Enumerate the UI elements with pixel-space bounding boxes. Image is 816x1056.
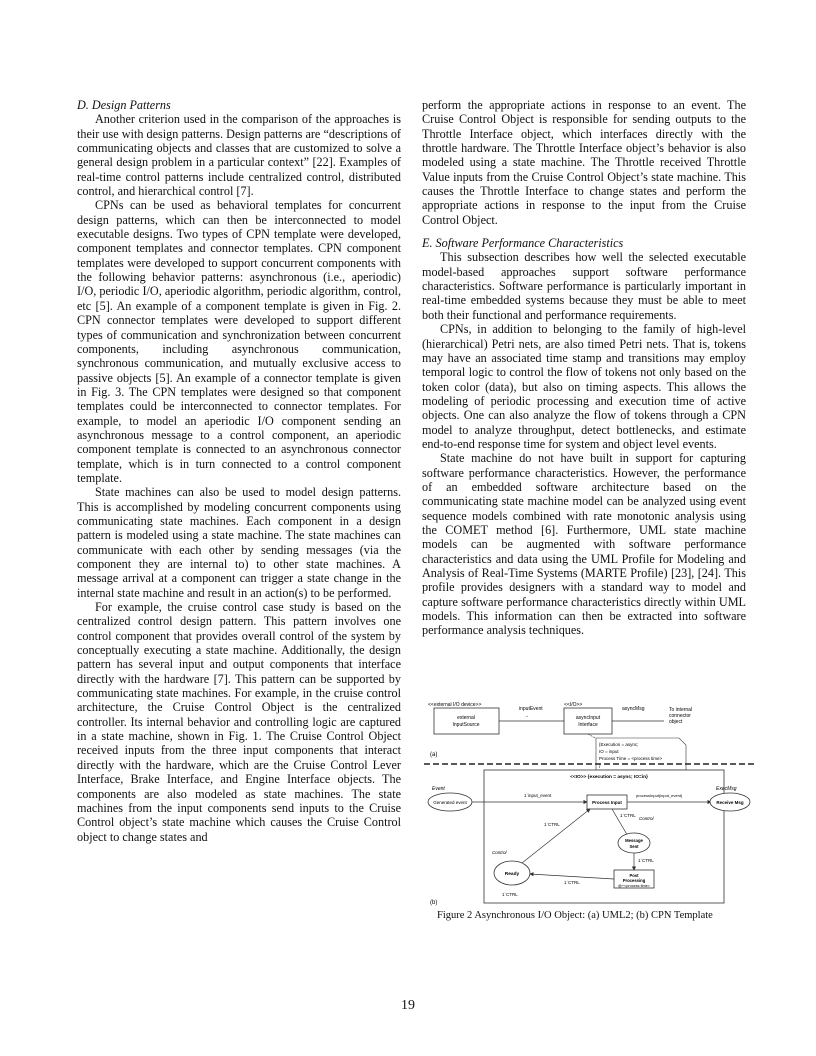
event-place-label: Event (432, 786, 445, 792)
part-a-label: (a) (430, 752, 438, 758)
async-input-interface-box (564, 708, 612, 734)
paragraph: State machine do not have built in support for capturing software performance characteristics. However, the performance of an embedded software architecture based on the communicating state machine model can be analyzed using event sequence models combined with rate monotonic analysis using the COMET method [6]. Furthermore, UML state machine models can be augmented with software performance characteristics and data using the UML Profile for Modeling and Analysis of Real-Time Systems (MARTE Profile) [23], [24]. This profile provides designers with a standard way to model and capture software performance characteristics directly within UML models. This information can then be extracted into software performance analysis techniques. (422, 451, 746, 638)
input-event-arrow: → (524, 713, 529, 719)
paragraph-continuation: perform the appropriate actions in response to an event. The Cruise Control Object is responsible for sending outputs to the Throttle Interface object, which interfaces directly with the throttle hardware. The Throttle Interface object’s behavior is also modeled using a state machine. The Throttle received Throttle Value inputs from the Cruise Control Object’s state machine. This causes the Throttle Interface to change states and perform the appropriate actions in response to the input from the Cruise Control Object. (422, 98, 746, 227)
cpn-header: <<IO>> {execution = async; IO=in} (570, 775, 648, 780)
io-stereotype: <<I/O>> (564, 702, 583, 708)
section-heading-design-patterns: D. Design Patterns (77, 98, 171, 112)
paragraph: For example, the cruise control case study is based on the centralized control design pattern. This pattern involves one control component that provides overall control of the system by conceptually executing a state machine. Additionally, the design pattern has several input and output components that interface directly with the hardware [7]. This pattern can be supported by communicating state machines. For example, in the cruise control architecture, the Cruise Control Object is the centralized controller. Its internal behavior and controlling logic are captured in a state machine, shown in Fig. 1. The Cruise Control Object received inputs from the three input components that interact directly with the hardware, which are the Cruise Control Lever Interface, Brake Interface, and Engine Interface objects. The components are also modeled as state machines. The state machines from the input components send inputs to the Cruise Control object’s state machine which causes the Cruise Control object to change states and (77, 600, 401, 844)
note-line3: Process Time = <process time> (599, 756, 663, 761)
right-column (422, 98, 746, 638)
ctrl4-label: 1`CTRL (502, 892, 518, 897)
post-processing-line1: Post (629, 873, 639, 878)
input-event-label: inputEvent (519, 706, 543, 712)
part-b-label: (b) (430, 900, 438, 906)
io-name-line2: Interface (578, 722, 598, 728)
figure-caption: Figure 2 Asynchronous I/O Object: (a) UML2; (b) CPN Template (437, 910, 713, 921)
section-heading-performance: E. Software Performance Characteristics (422, 236, 624, 251)
device-name-line1: external (457, 715, 475, 721)
target-line3: object (669, 719, 683, 725)
control2-label: Control (492, 850, 507, 855)
control1-label: Control (639, 816, 654, 821)
target-line2: connector (669, 713, 691, 719)
page-number: 19 (401, 998, 415, 1013)
post-processing-line2: Processing (622, 878, 646, 883)
paragraph: State machines can also be used to model design patterns. This is accomplished by modeling concurrent components using communicating state machines. Each component in a design pattern is modeled using a state machine. The state machines can communicate with each other by sending messages (via the component they are internal to) to other state machines. A message arrival at a component can trigger a state change in the internal state machine and result in an action(s) to be performed. (77, 485, 401, 600)
left-column (77, 98, 401, 844)
arc-input-label: 1`input_event (524, 793, 552, 798)
ctrl2-label: 1`CTRL (638, 858, 654, 863)
message-sent-line1: Message (625, 838, 643, 843)
note-line4: } (599, 763, 601, 768)
message-sent-place (618, 833, 650, 853)
figure-2-diagram (424, 698, 754, 908)
rec-place-label: ExecMsg (716, 786, 737, 792)
ctrl1-label: 1`CTRL (620, 813, 636, 818)
process-input-label: Process Input (592, 800, 622, 805)
async-msg-label: asyncMsg (622, 706, 645, 712)
device-stereotype: <<external I/O device>> (428, 702, 482, 708)
process-output-label: processInput(input_event) (636, 793, 683, 798)
receive-msg-label: Receive Msg (716, 800, 744, 805)
paragraph: CPNs can be used as behavioral templates for concurrent design patterns, which can then be interconnected to model executable designs. Two types of CPN template were developed, component templates and connector templates. CPN component templates were developed to support concurrent components with the following behavior patterns: asynchronous (i.e., aperiodic) I/O, periodic I/O, aperiodic algorithm, periodic algorithm, control, etc [5]. An example of a component template is given in Fig. 2. CPN connector templates were developed to support different types of communication and synchronization between concurrent components, including asynchronous communication, synchronous communication, and mutually exclusive access to passive objects [5]. An example of a connector template is given in Fig. 3. The CPN templates were designed so that component templates could be interconnected to connector templates. For example, to model an aperiodic I/O component sending an asynchronous message to a control component, an aperiodic component template is connected to an asynchronous connector template, which is in turn connected to a control component template. (77, 198, 401, 485)
ctrl5-label: 1`CTRL (564, 880, 580, 885)
generated-event-label: Generated event (433, 800, 467, 805)
ctrl3-label: 1`CTRL (544, 822, 560, 827)
external-device-box (434, 708, 499, 734)
paragraph: CPNs, in addition to belonging to the family of high-level (hierarchical) Petri nets, are also timed Petri nets. That is, tokens may have an associated time stamp and transitions may employ temporal logic to control the flow of tokens not only based on the token color (data), but also on timing aspects. This allows the modeling of periodic processing and execution time of active objects. One can also analyze the flow of tokens through a CPN model to analyze throughput, detect bottlenecks, and estimate end-to-end response time for system and object level events. (422, 322, 746, 451)
paragraph: Another criterion used in the comparison of the approaches is their use with design patterns. Design patterns are “descriptions of communicating objects and classes that are customized to solve a general design problem in a particular context” [22]. Examples of real-time control patterns include centralized control, distributed control, and hierarchical control [7]. (77, 112, 401, 199)
device-name-line2: InputSource (452, 722, 480, 728)
ready-label: Ready (504, 872, 520, 877)
note-line2: IO = input (599, 749, 619, 754)
io-name-line1: asyncInput (575, 715, 601, 721)
note-line1: {Execution = async; (599, 742, 639, 747)
message-sent-line2: Sent (629, 844, 639, 849)
target-line1: To internal (669, 707, 693, 713)
post-time-label: @+<process time> (617, 884, 651, 888)
paragraph: This subsection describes how well the selected executable model-based approaches support software performance characteristics. Software performance is particularly important in real-time embedded systems because they must be able to meet both their functional and performance requirements. (422, 250, 746, 322)
